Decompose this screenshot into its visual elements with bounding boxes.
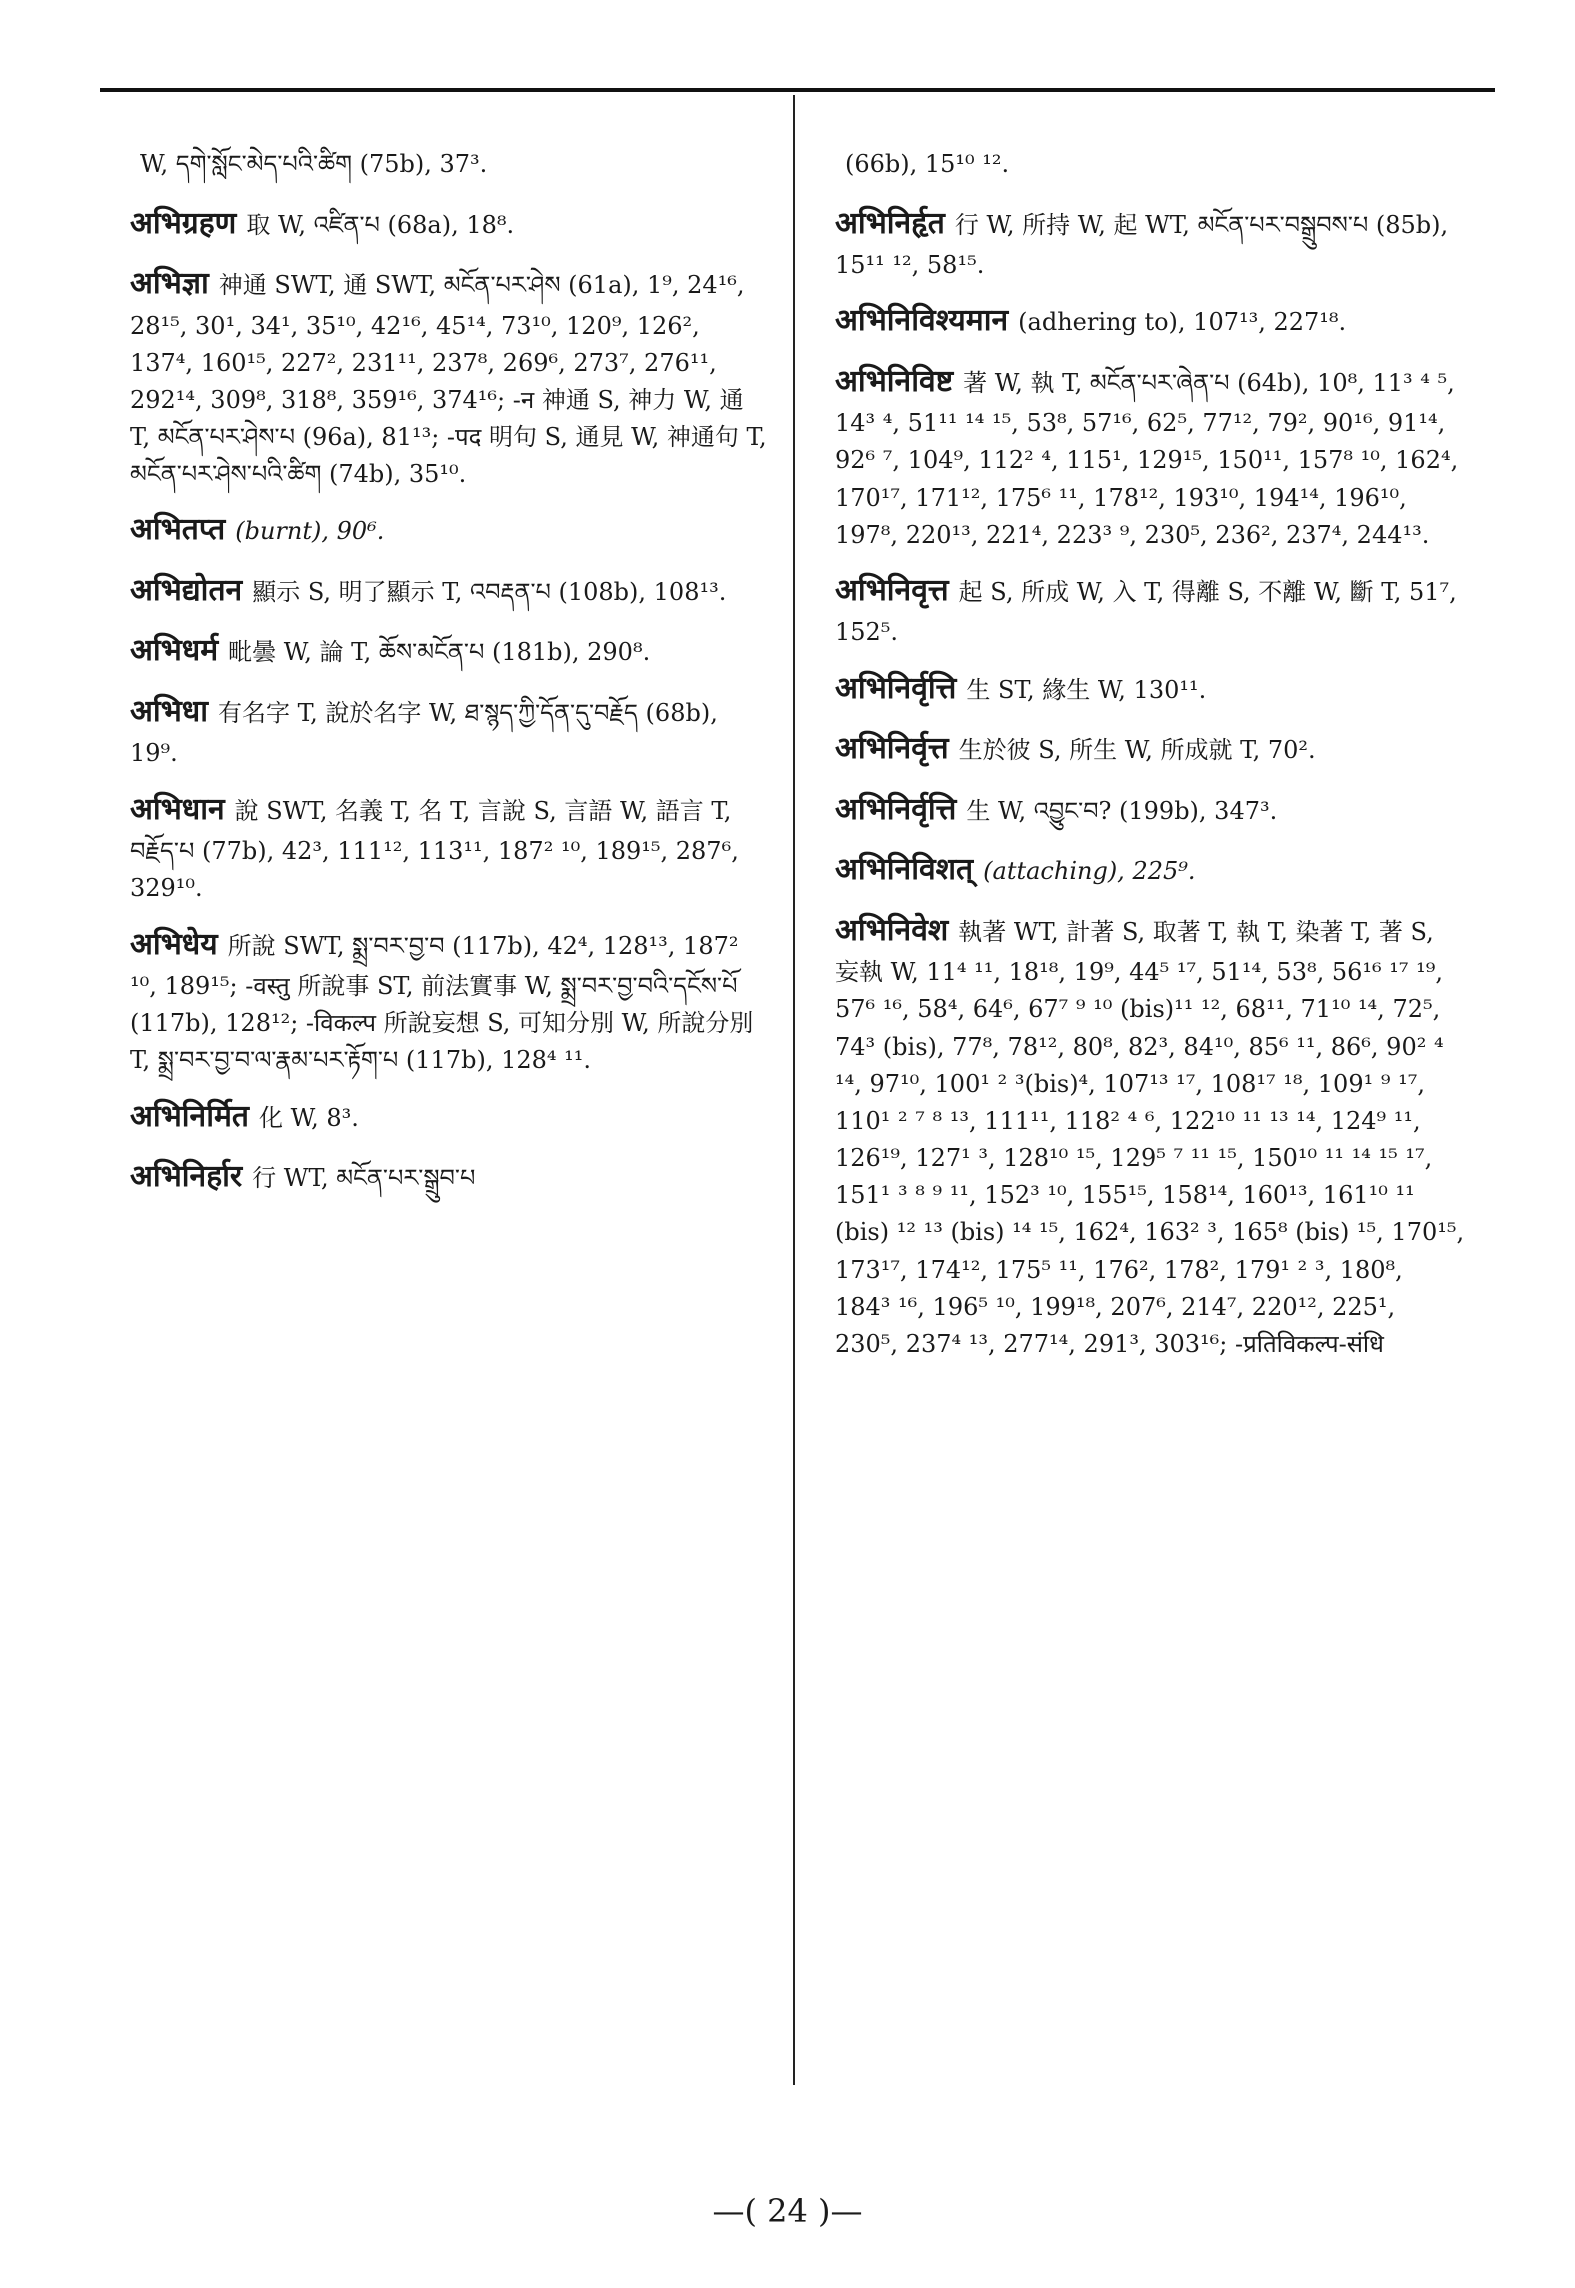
entry-headword: अभिधान (130, 791, 225, 827)
dictionary-entry (130, 787, 770, 908)
dictionary-entry (835, 201, 1465, 285)
entry-body: 毗曇 W, 論 T, ཆོས་མངོན་པ (181b), 290⁸. (228, 638, 651, 667)
dictionary-entry (130, 628, 770, 675)
column-divider (793, 95, 795, 2085)
page-number: —( 24 )— (712, 2192, 863, 2230)
dictionary-entry (130, 507, 770, 554)
entry-body: 顯示 S, 明了顯示 T, འབརྡན་པ (108b), 108¹³. (252, 577, 727, 606)
dictionary-entry (835, 666, 1465, 713)
entry-headword: अभिनिविशत् (835, 852, 974, 888)
dictionary-entry (130, 1094, 770, 1141)
entry-body: 行 WT, མངོན་པར་སྒྲུབ་པ (252, 1164, 476, 1193)
dictionary-entry (835, 359, 1465, 554)
entry-body: 著 W, 執 T, མངོན་པར་ཞེན་པ (64b), 10⁸, 11³ ⁴ ⁵, 14³ ⁴, 51¹¹ ¹⁴ ¹⁵, 53⁸, 57¹⁶, 62⁵, 77¹², 79², 90¹⁶, 91¹⁴, 92⁶ ⁷, 104⁹, 112² ⁴, 115¹, 129¹⁵, 150¹¹, 157⁸ ¹⁰, 162⁴, 170¹⁷, 171¹², 175⁶ ¹¹, 178¹², 193¹⁰, 194¹⁴, 196¹⁰, 197⁸, 220¹³, 221⁴, 223³ ⁹, 230⁵, 236², 237⁴, 244¹³. (835, 368, 1459, 549)
dictionary-entry (130, 261, 770, 493)
dictionary-entry (130, 568, 770, 615)
entry-headword: अभिनिर्हृत (835, 205, 945, 241)
entry-headword: अभिनिवृत्त (835, 572, 949, 608)
dictionary-entry (835, 568, 1465, 652)
entry-headword: अभिनिवेश (835, 912, 949, 948)
entry-body: 生於彼 S, 所生 W, 所成就 T, 70². (958, 736, 1316, 765)
dictionary-entry (835, 298, 1465, 345)
dictionary-entry (835, 140, 1465, 187)
entry-body: 取 W, འཛིན་པ (68a), 18⁸. (246, 210, 515, 239)
entry-body: 執著 WT, 計著 S, 取著 T, 執 T, 染著 T, 著 S, 妄執 W, 11⁴ ¹¹, 18¹⁸, 19⁹, 44⁵ ¹⁷, 51¹⁴, 53⁸, 56¹⁶ ¹⁷ ¹⁹, 57⁶ ¹⁶, 58⁴, 64⁶, 67⁷ ⁹ ¹⁰ (bis)¹¹ ¹², 68¹¹, 71¹⁰ ¹⁴, 72⁵, 74³ (bis), 77⁸, 78¹², 80⁸, 82³, 84¹⁰, 85⁶ ¹¹, 86⁶, 90² ⁴ ¹⁴, 97¹⁰, 100¹ ² ³(bis)⁴, 107¹³ ¹⁷, 108¹⁷ ¹⁸, 109¹ ⁹ ¹⁷, 110¹ ² ⁷ ⁸ ¹³, 111¹¹, 118² ⁴ ⁶, 122¹⁰ ¹¹ ¹³ ¹⁴, 124⁹ ¹¹, 126¹⁹, 127¹ ³, 128¹⁰ ¹⁵, 129⁵ ⁷ ¹¹ ¹⁵, 150¹⁰ ¹¹ ¹⁴ ¹⁵ ¹⁷, 151¹ ³ ⁸ ⁹ ¹¹, 152³ ¹⁰, 155¹⁵, 158¹⁴, 160¹³, 161¹⁰ ¹¹ (bis) ¹² ¹³ (bis) ¹⁴ ¹⁵, 162⁴, 163² ³, 165⁸ (bis) ¹⁵, 170¹⁵, 173¹⁷, 174¹², 175⁵ ¹¹, 176², 178², 179¹ ² ³, 180⁸, 184³ ¹⁶, 196⁵ ¹⁰, 199¹⁸, 207⁶, 214⁷, 220¹², 225¹, 230⁵, 237⁴ ¹³, 277¹⁴, 291³, 303¹⁶; -प्रतिविकल्प-संधि (835, 917, 1465, 1358)
entry-body: (adhering to), 107¹³, 227¹⁸. (1018, 308, 1347, 337)
dictionary-entry (835, 726, 1465, 773)
entry-headword: अभिज्ञा (130, 266, 209, 301)
entry-body: 生 W, འབྱུང་བ? (199b), 347³. (966, 796, 1278, 825)
entry-headword: अभिद्योतन (130, 572, 243, 608)
dictionary-entry (835, 787, 1465, 834)
entry-headword: अभिनिर्वृत्ति (835, 670, 957, 706)
left-column (130, 140, 770, 1215)
right-column (835, 140, 1465, 1377)
entry-body: (66b), 15¹⁰ ¹². (845, 150, 1010, 178)
entry-headword: अभिधर्म (130, 633, 219, 669)
entry-headword: अभिनिर्वृत्ति (835, 791, 957, 827)
entry-headword: अभिनिविश्यमान (835, 303, 1009, 339)
entry-body: (attaching), 225⁹. (983, 857, 1196, 886)
entry-body: 行 W, 所持 W, 起 WT, མངོན་པར་བསྒྲུབས་པ (85b), 15¹¹ ¹², 58¹⁵. (835, 210, 1449, 279)
dictionary-entry (835, 908, 1465, 1364)
entry-body: W, དགེ་སློང་མེད་པའི་ཚིག (75b), 37³. (140, 150, 488, 178)
entry-headword: अभितप्त (130, 512, 226, 548)
entry-headword: अभिग्रहण (130, 205, 237, 241)
entry-headword: अभिधा (130, 693, 208, 729)
entry-headword: अभिनिर्मित (130, 1098, 250, 1134)
entry-body: 有名字 T, 說於名字 W, ཐ་སྙད་ཀྱི་དོན་དུ་བརྗོད (68b), 19⁹. (130, 698, 718, 768)
entry-body: 神通 SWT, 通 SWT, མངོན་པར་ཤེས (61a), 1⁹, 24¹⁶, 28¹⁵, 30¹, 34¹, 35¹⁰, 42¹⁶, 45¹⁴, 73¹⁰, 120⁹, 126², 137⁴, 160¹⁵, 227², 231¹¹, 237⁸, 269⁶, 273⁷, 276¹¹, 292¹⁴, 309⁸, 318⁸, 359¹⁶, 374¹⁶; -न 神通 S, 神力 W, 通 T, མངོན་པར་ཤེས་པ (96a), 81¹³; -पद 明句 S, 通見 W, 神通句 T, མངོན་པར་ཤེས་པའི་ཚིག (74b), 35¹⁰. (130, 271, 767, 489)
dictionary-entry (130, 922, 770, 1080)
dictionary-entry (130, 1154, 770, 1201)
entry-body: (burnt), 90⁶. (235, 517, 385, 546)
entry-headword: अभिनिर्वृत्त (835, 731, 949, 767)
entry-headword: अभिधेय (130, 926, 218, 962)
dictionary-entry (130, 201, 770, 248)
dictionary-entry (835, 847, 1465, 894)
entry-headword: अभिनिर्हार (130, 1159, 243, 1195)
entry-body: 說 SWT, 名義 T, 名 T, 言說 S, 言語 W, 語言 T, བརྗོད་པ (77b), 42³, 111¹², 113¹¹, 187² ¹⁰, 189¹⁵, 287⁶, 329¹⁰. (130, 796, 739, 903)
dictionary-entry (130, 689, 770, 773)
top-rule (100, 88, 1495, 92)
entry-body: 化 W, 8³. (259, 1103, 359, 1132)
entry-body: 起 S, 所成 W, 入 T, 得離 S, 不離 W, 斷 T, 51⁷, 152⁵. (835, 577, 1457, 647)
entry-headword: अभिनिविष्ट (835, 363, 954, 399)
entry-body: 所說 SWT, སྨྲ་བར་བྱ་བ (117b), 42⁴, 128¹³, 187² ¹⁰, 189¹⁵; -वस्तु 所說事 ST, 前法實事 W, སྨྲ་བར་བྱ་བའི་དངོས་པོ (117b), 128¹²; -विकल्प 所說妄想 S, 可知分別 W, 所說分別 T, སྨྲ་བར་བྱ་བ་ལ་རྣམ་པར་རྟོག་པ (117b), 128⁴ ¹¹. (130, 931, 754, 1075)
entry-body: 生 ST, 緣生 W, 130¹¹. (966, 675, 1207, 704)
dictionary-entry (130, 140, 770, 187)
